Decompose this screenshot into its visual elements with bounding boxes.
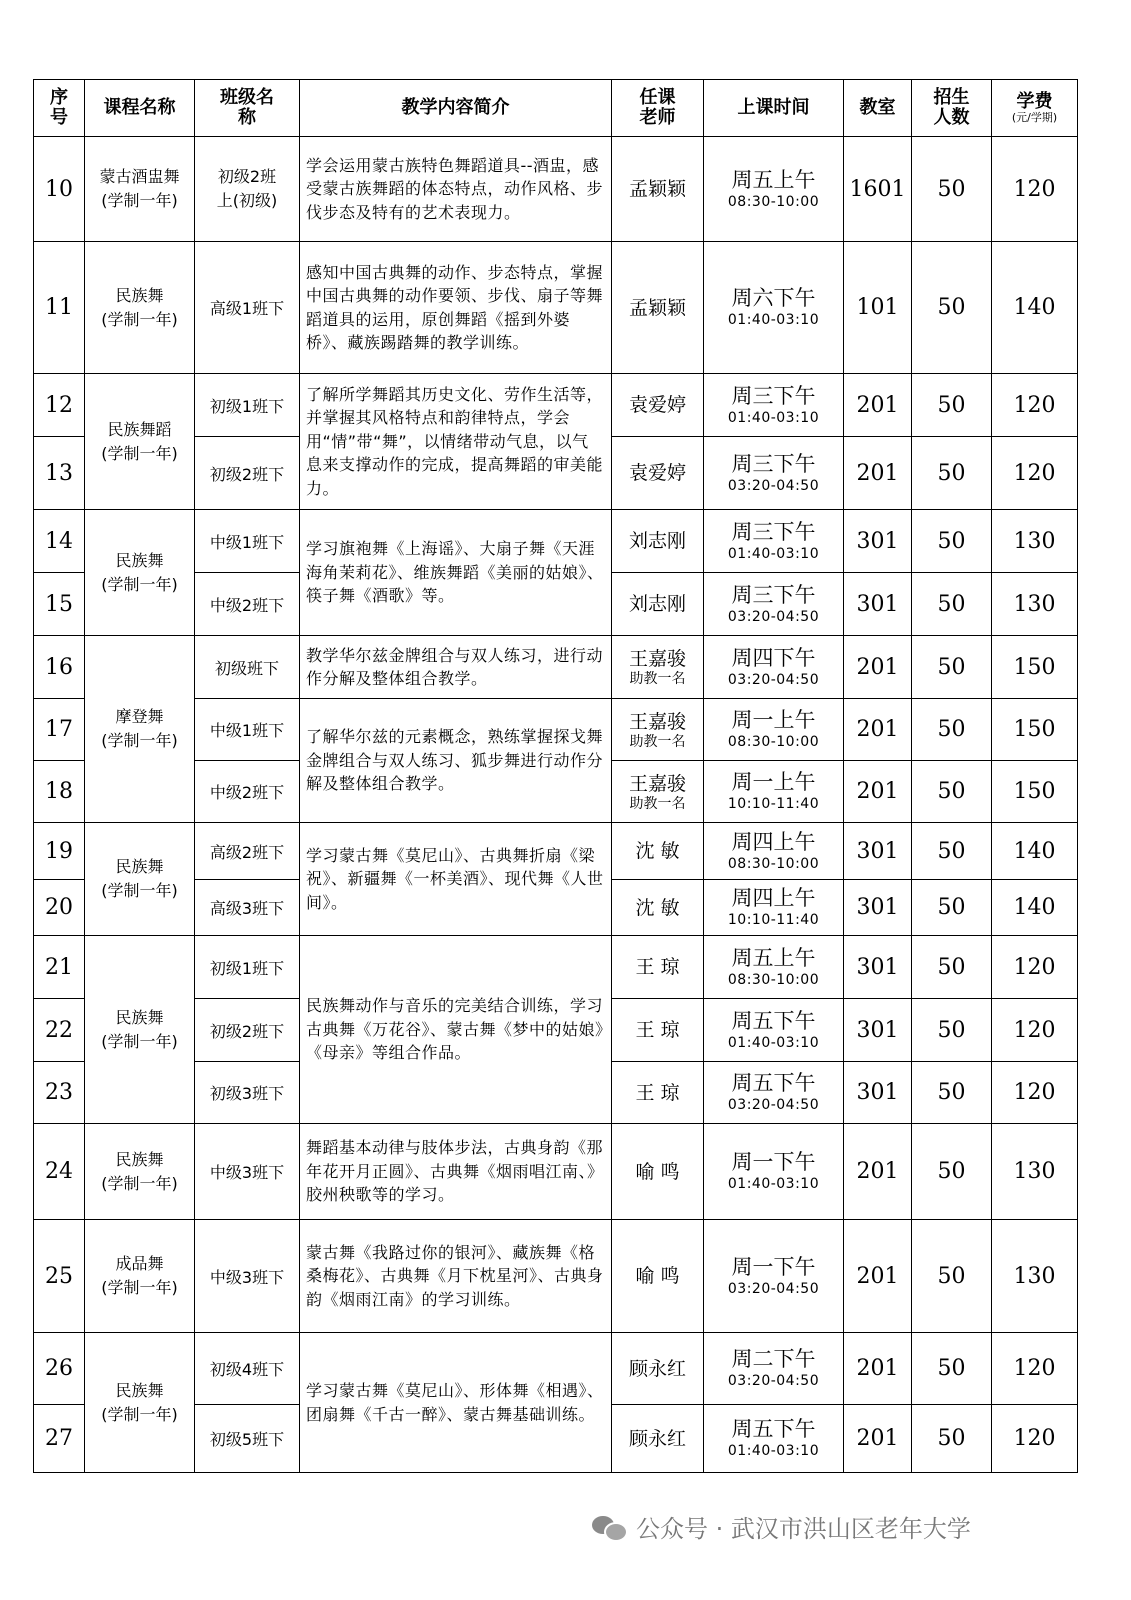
teacher-name: 孟颖颖 (628, 178, 686, 200)
row-seq: 11 (34, 242, 85, 374)
time-range: 03:20-04:50 (727, 477, 820, 494)
row-seq: 25 (34, 1220, 85, 1333)
time-range: 08:30-10:00 (727, 734, 820, 750)
assistant-note: 助教一名 (629, 795, 686, 812)
course-term: (学制一年) (101, 443, 178, 463)
enrollment: 50 (912, 936, 992, 999)
course-term: (学制一年) (101, 1173, 178, 1193)
teacher (612, 636, 704, 699)
course-name (85, 374, 195, 510)
time-range: 10:10-11:40 (727, 912, 820, 928)
class-name: 初级3班下 (195, 1062, 300, 1124)
row-seq: 21 (34, 936, 85, 999)
teacher-name: 喻 鸣 (635, 1160, 680, 1183)
enrollment: 50 (912, 1124, 992, 1220)
classroom: 201 (844, 636, 912, 699)
teacher-name: 王嘉骏 (628, 710, 686, 733)
course-title: 成品舞 (115, 1254, 164, 1273)
time-day: 周四上午 (731, 886, 816, 910)
course-name (85, 137, 195, 242)
row-seq: 26 (34, 1333, 85, 1405)
table-row (34, 636, 1078, 699)
class-time (704, 437, 844, 510)
course-name (85, 1220, 195, 1333)
class-time (704, 880, 844, 936)
fee: 120 (992, 374, 1078, 437)
course-name (85, 936, 195, 1124)
fee: 120 (992, 999, 1078, 1062)
classroom: 301 (844, 510, 912, 573)
classroom: 201 (844, 761, 912, 823)
enrollment: 50 (912, 137, 992, 242)
class-name: 中级1班下 (195, 699, 300, 761)
time-day: 周四上午 (731, 829, 816, 854)
header-desc: 教学内容简介 (300, 80, 612, 137)
classroom: 301 (844, 936, 912, 999)
time-day: 周五下午 (731, 1008, 816, 1033)
course-description: 学会运用蒙古族特色舞蹈道具--酒盅，感受蒙古族舞蹈的体态特点，动作风格、步伐步态及特有的艺术表现力。 (300, 137, 612, 242)
time-day: 周三下午 (731, 451, 816, 476)
course-name (85, 242, 195, 374)
row-seq: 16 (34, 636, 85, 699)
course-title: 民族舞 (115, 1149, 164, 1169)
teacher (612, 437, 704, 510)
table-row (34, 1220, 1078, 1333)
header-time: 上课时间 (704, 80, 844, 137)
classroom: 301 (844, 880, 912, 936)
enrollment: 50 (912, 510, 992, 573)
time-day: 周一下午 (731, 1254, 816, 1279)
classroom: 301 (844, 999, 912, 1062)
classroom: 201 (844, 1333, 912, 1405)
time-range: 03:20-04:50 (727, 1373, 820, 1389)
course-term: (学制一年) (101, 191, 178, 210)
class-name: 中级2班下 (195, 761, 300, 823)
teacher-name: 顾永红 (628, 1427, 686, 1450)
time-range: 01:40-03:10 (727, 409, 820, 426)
course-description: 了解华尔兹的元素概念，熟练掌握探戈舞金牌组合与双人练习、狐步舞进行动作分解及整体组合教学。 (300, 699, 612, 823)
classroom: 201 (844, 1405, 912, 1473)
teacher (612, 880, 704, 936)
teacher-name: 刘志刚 (628, 530, 686, 552)
teacher-name: 孟颖颖 (628, 296, 686, 319)
header-seq: 序号 (34, 80, 85, 137)
enrollment: 50 (912, 1333, 992, 1405)
row-seq: 22 (34, 999, 85, 1062)
course-description: 舞蹈基本动律与肢体步法，古典身韵《那年花开月正圆》、古典舞《烟雨唱江南、》胶州秧歌等的学习。 (300, 1124, 612, 1220)
teacher (612, 242, 704, 374)
class-name: 高级1班下 (195, 242, 300, 374)
time-day: 周五上午 (731, 167, 816, 192)
teacher (612, 761, 704, 823)
fee: 140 (992, 823, 1078, 880)
fee: 120 (992, 936, 1078, 999)
course-title: 民族舞 (115, 1007, 164, 1027)
enrollment: 50 (912, 1220, 992, 1333)
course-description: 了解所学舞蹈其历史文化、劳作生活等，并掌握其风格特点和韵律特点，学会用“情”带“舞”，以情绪带动气息，以气息来支撑动作的完成，提高舞蹈的审美能力。 (300, 374, 612, 510)
class-name: 初级5班下 (195, 1405, 300, 1473)
course-description: 民族舞动作与音乐的完美结合训练，学习古典舞《万花谷》、蒙古舞《梦中的姑娘》《母亲》等组合作品。 (300, 936, 612, 1124)
time-range: 01:40-03:10 (727, 1443, 820, 1459)
table-row (34, 1333, 1078, 1405)
course-title: 摩登舞 (115, 707, 164, 726)
header-fee (992, 80, 1078, 137)
classroom: 1601 (844, 137, 912, 242)
time-range: 03:20-04:50 (727, 1097, 820, 1113)
teacher-name: 袁爱婷 (628, 394, 686, 416)
course-description: 学习蒙古舞《莫尼山》、古典舞折扇《梁祝》、新疆舞《一杯美酒》、现代舞《人世间》。 (300, 823, 612, 936)
teacher-name: 王 琼 (635, 956, 680, 978)
time-range: 03:20-04:50 (727, 1280, 820, 1297)
fee: 140 (992, 242, 1078, 374)
header-fee-label: 学费 (1016, 91, 1053, 112)
course-term: (学制一年) (101, 1404, 178, 1424)
fee: 130 (992, 1220, 1078, 1333)
fee: 150 (992, 636, 1078, 699)
teacher (612, 137, 704, 242)
course-description: 学习蒙古舞《莫尼山》、形体舞《相遇》、团扇舞《千古一醉》、蒙古舞基础训练。 (300, 1333, 612, 1473)
row-seq: 17 (34, 699, 85, 761)
class-time (704, 1124, 844, 1220)
fee: 120 (992, 1333, 1078, 1405)
time-day: 周一下午 (731, 1150, 816, 1174)
classroom: 201 (844, 374, 912, 437)
time-day: 周三下午 (731, 519, 816, 544)
header-enroll: 招生人数 (912, 80, 992, 137)
fee: 120 (992, 1062, 1078, 1124)
header-course: 课程名称 (85, 80, 195, 137)
watermark (592, 1506, 971, 1546)
fee: 120 (992, 137, 1078, 242)
classroom: 201 (844, 1220, 912, 1333)
class-name: 高级3班下 (195, 880, 300, 936)
time-day: 周六下午 (731, 286, 816, 310)
time-day: 周四下午 (731, 645, 816, 670)
class-name: 初级2班上(初级) (195, 137, 300, 242)
course-term: (学制一年) (101, 574, 178, 594)
enrollment: 50 (912, 880, 992, 936)
fee: 130 (992, 1124, 1078, 1220)
teacher (612, 1062, 704, 1124)
enrollment: 50 (912, 573, 992, 636)
enrollment: 50 (912, 823, 992, 880)
fee: 120 (992, 1405, 1078, 1473)
row-seq: 10 (34, 137, 85, 242)
time-day: 周二下午 (731, 1347, 816, 1371)
time-range: 08:30-10:00 (727, 193, 820, 210)
course-name (85, 823, 195, 936)
teacher (612, 573, 704, 636)
class-time (704, 1405, 844, 1473)
fee: 120 (992, 437, 1078, 510)
classroom: 201 (844, 437, 912, 510)
assistant-note: 助教一名 (629, 671, 686, 687)
time-range: 01:40-03:10 (727, 545, 820, 562)
class-name: 初级1班下 (195, 374, 300, 437)
class-time (704, 936, 844, 999)
teacher-name: 喻 鸣 (635, 1265, 680, 1287)
teacher-name: 王 琼 (635, 1019, 680, 1041)
time-range: 01:40-03:10 (727, 1176, 820, 1192)
class-name: 中级3班下 (195, 1220, 300, 1333)
classroom: 301 (844, 1062, 912, 1124)
row-seq: 20 (34, 880, 85, 936)
class-time (704, 374, 844, 437)
row-seq: 14 (34, 510, 85, 573)
table-row (34, 823, 1078, 880)
teacher (612, 1124, 704, 1220)
row-seq: 13 (34, 437, 85, 510)
teacher-name: 刘志刚 (628, 593, 686, 615)
class-time (704, 823, 844, 880)
time-range: 08:30-10:00 (727, 971, 820, 988)
course-name (85, 1124, 195, 1220)
enrollment: 50 (912, 999, 992, 1062)
time-range: 03:20-04:50 (727, 671, 820, 688)
time-day: 周五下午 (731, 1417, 816, 1441)
row-seq: 18 (34, 761, 85, 823)
course-term: (学制一年) (101, 881, 178, 900)
table-row (34, 510, 1078, 573)
fee: 130 (992, 573, 1078, 636)
course-term: (学制一年) (101, 309, 178, 329)
classroom: 201 (844, 1124, 912, 1220)
teacher-name: 沈 敏 (635, 896, 680, 919)
class-time (704, 510, 844, 573)
enrollment: 50 (912, 761, 992, 823)
teacher (612, 823, 704, 880)
time-range: 10:10-11:40 (727, 796, 820, 812)
teacher (612, 1405, 704, 1473)
class-time (704, 1062, 844, 1124)
teacher (612, 374, 704, 437)
time-day: 周五下午 (731, 1071, 816, 1095)
teacher-name: 王嘉骏 (628, 648, 686, 670)
row-seq: 27 (34, 1405, 85, 1473)
time-range: 01:40-03:10 (727, 312, 820, 328)
enrollment: 50 (912, 1062, 992, 1124)
teacher (612, 510, 704, 573)
class-time (704, 699, 844, 761)
teacher (612, 999, 704, 1062)
course-description: 教学华尔兹金牌组合与双人练习，进行动作分解及整体组合教学。 (300, 636, 612, 699)
course-name (85, 636, 195, 823)
class-name: 初级4班下 (195, 1333, 300, 1405)
table-row (34, 936, 1078, 999)
table-row (34, 1124, 1078, 1220)
header-room: 教室 (844, 80, 912, 137)
table-row (34, 374, 1078, 437)
class-time (704, 761, 844, 823)
table-row (34, 242, 1078, 374)
class-name: 中级2班下 (195, 573, 300, 636)
course-title: 民族舞蹈 (107, 419, 172, 439)
enrollment: 50 (912, 374, 992, 437)
header-teacher: 任课老师 (612, 80, 704, 137)
class-time (704, 573, 844, 636)
header-row (34, 80, 1078, 137)
teacher (612, 1220, 704, 1333)
course-title: 民族舞 (115, 550, 164, 570)
class-name: 初级1班下 (195, 936, 300, 999)
course-title: 民族舞 (115, 285, 164, 305)
row-seq: 19 (34, 823, 85, 880)
class-time (704, 999, 844, 1062)
course-title: 民族舞 (115, 857, 164, 876)
class-time (704, 1333, 844, 1405)
enrollment: 50 (912, 437, 992, 510)
course-term: (学制一年) (101, 731, 178, 750)
time-day: 周三下午 (731, 582, 816, 607)
header-fee-unit: (元/学期) (1011, 111, 1058, 124)
class-time (704, 1220, 844, 1333)
fee: 140 (992, 880, 1078, 936)
teacher (612, 936, 704, 999)
class-name: 初级2班下 (195, 437, 300, 510)
course-description: 学习旗袍舞《上海谣》、大扇子舞《天涯海角茉莉花》、维族舞蹈《美丽的姑娘》、筷子舞《酒歌》等。 (300, 510, 612, 636)
enrollment: 50 (912, 242, 992, 374)
course-title: 蒙古酒盅舞 (99, 167, 180, 186)
teacher (612, 1333, 704, 1405)
fee: 130 (992, 510, 1078, 573)
class-name: 中级1班下 (195, 510, 300, 573)
class-name: 初级班下 (195, 636, 300, 699)
teacher-name: 袁爱婷 (628, 462, 686, 484)
wechat-icon (592, 1513, 626, 1539)
class-name: 初级2班下 (195, 999, 300, 1062)
course-term: (学制一年) (101, 1278, 178, 1297)
teacher-name: 顾永红 (628, 1357, 686, 1380)
time-day: 周三下午 (731, 383, 816, 408)
row-seq: 24 (34, 1124, 85, 1220)
row-seq: 15 (34, 573, 85, 636)
classroom: 301 (844, 573, 912, 636)
time-range: 03:20-04:50 (727, 608, 820, 625)
fee: 150 (992, 761, 1078, 823)
classroom: 101 (844, 242, 912, 374)
class-time (704, 242, 844, 374)
course-description: 蒙古舞《我路过你的银河》、藏族舞《格桑梅花》、古典舞《月下枕星河》、古典身韵《烟雨江南》的学习训练。 (300, 1220, 612, 1333)
enrollment: 50 (912, 699, 992, 761)
teacher-name: 王嘉骏 (628, 772, 686, 795)
row-seq: 12 (34, 374, 85, 437)
fee: 150 (992, 699, 1078, 761)
time-day: 周五上午 (731, 945, 816, 970)
classroom: 301 (844, 823, 912, 880)
course-term: (学制一年) (101, 1031, 178, 1051)
table-row (34, 137, 1078, 242)
watermark-text: 公众号 · 武汉市洪山区老年大学 (636, 1514, 971, 1543)
class-time (704, 137, 844, 242)
enrollment: 50 (912, 1405, 992, 1473)
course-title: 民族舞 (115, 1380, 164, 1400)
class-name: 高级2班下 (195, 823, 300, 880)
time-range: 08:30-10:00 (727, 855, 820, 872)
course-table (33, 79, 1078, 1473)
teacher-name: 王 琼 (635, 1081, 680, 1104)
class-name: 中级3班下 (195, 1124, 300, 1220)
course-description: 感知中国古典舞的动作、步态特点，掌握中国古典舞的动作要领、步伐、扇子等舞蹈道具的运用，原创舞蹈《摇到外婆桥》、藏族踢踏舞的教学训练。 (300, 242, 612, 374)
header-class: 班级名称 (195, 80, 300, 137)
classroom: 201 (844, 699, 912, 761)
teacher-name: 沈 敏 (635, 840, 680, 862)
class-time (704, 636, 844, 699)
time-day: 周一上午 (731, 770, 816, 794)
course-name (85, 510, 195, 636)
enrollment: 50 (912, 636, 992, 699)
time-range: 01:40-03:10 (727, 1034, 820, 1051)
row-seq: 23 (34, 1062, 85, 1124)
assistant-note: 助教一名 (629, 733, 686, 750)
teacher (612, 699, 704, 761)
time-day: 周一上午 (731, 708, 816, 732)
course-name (85, 1333, 195, 1473)
